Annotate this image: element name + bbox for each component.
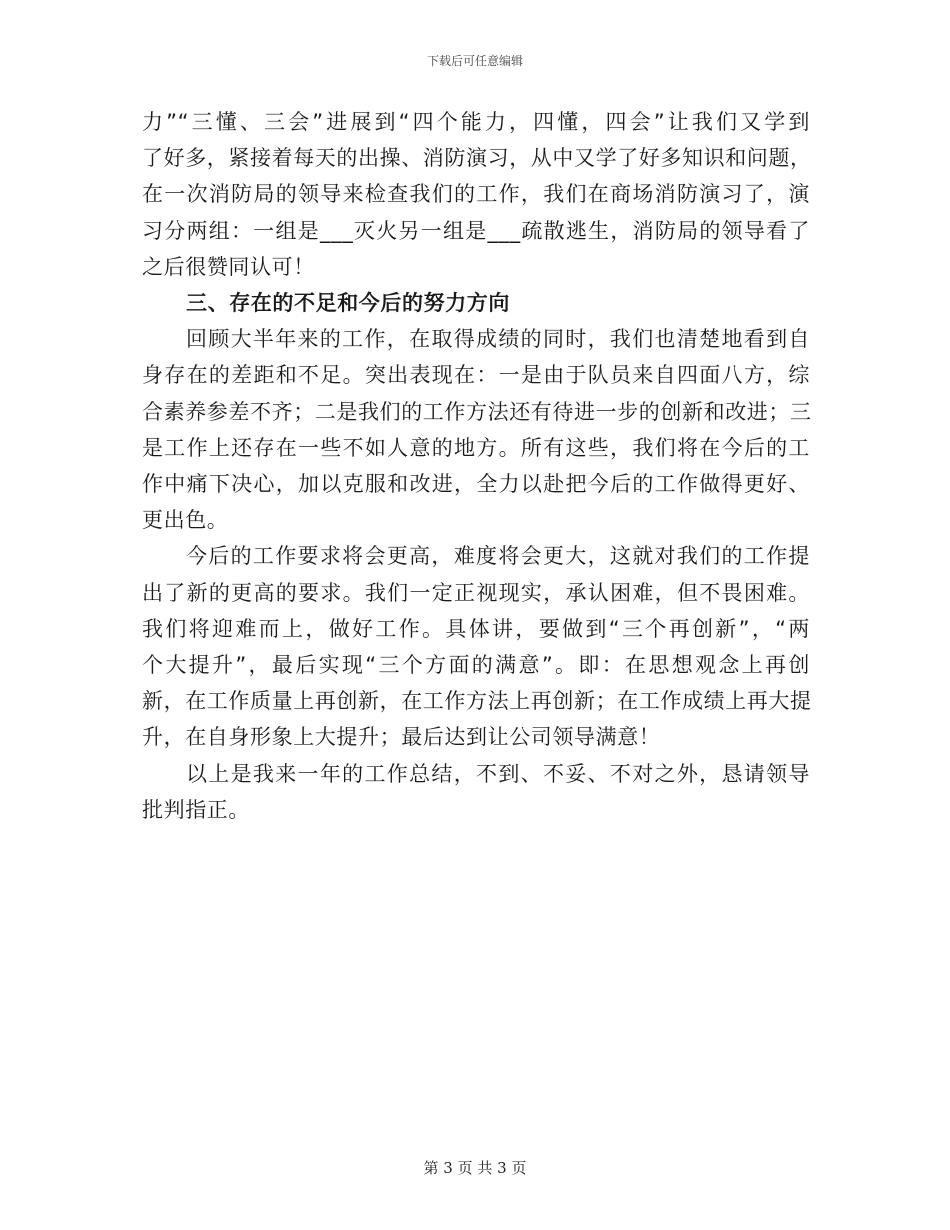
text-line: 升，在自身形象上大提升；最后达到让公司领导满意！	[142, 725, 661, 750]
text-line: 批判指正。	[142, 797, 250, 822]
text-line: 了好多，紧接着每天的出操、消防演习，从中又学了好多知识和问题，	[142, 146, 812, 171]
paragraph-future-requirements	[142, 538, 810, 755]
text-line: 力”“三懂、三会”进展到“四个能力，四懂，四会”让我们又学到	[142, 110, 810, 134]
text-line: 之后很赞同认可！	[142, 254, 315, 279]
page-header: 下载后可任意编辑	[426, 54, 523, 68]
text-line: 新，在工作质量上再创新，在工作方法上再创新；在工作成绩上再大提	[142, 689, 812, 714]
text-line: 今后的工作要求将会更高，难度将会更大，这就对我们的工作提	[186, 544, 810, 569]
paragraph-shortcomings	[142, 321, 810, 538]
text-line: 个大提升”，最后实现“三个方面的满意”。即：在思想观念上再创	[142, 653, 810, 678]
paragraph-continued	[142, 104, 810, 285]
text-line: 更出色。	[142, 508, 229, 533]
text-line: 是工作上还存在一些不如人意的地方。所有这些，我们将在今后的工	[142, 435, 810, 460]
document-body	[142, 104, 810, 828]
text-line: 出了新的更高的要求。我们一定正视现实，承认困难，但不畏困难。	[142, 580, 810, 605]
text-line: 作中痛下决心，加以克服和改进，全力以赴把今后的工作做得更好、	[142, 472, 810, 497]
text-line: 回顾大半年来的工作，在取得成绩的同时，我们也清楚地看到自	[186, 327, 810, 352]
text-line: 我们将迎难而上，做好工作。具体讲，要做到“三个再创新”，“两	[142, 616, 810, 641]
paragraph-closing	[142, 756, 810, 828]
text-line: 以上是我来一年的工作总结，不到、不妥、不对之外，恳请领导	[186, 761, 810, 786]
text-line: 身存在的差距和不足。突出表现在：一是由于队员来自四面八方，综	[142, 363, 810, 388]
text-line: 在一次消防局的领导来检查我们的工作，我们在商场消防演习了，演	[142, 182, 810, 207]
section-heading: 三、存在的不足和今后的努力方向	[186, 291, 510, 316]
text-line: 合素养参差不齐；二是我们的工作方法还有待进一步的创新和改进；三	[142, 399, 812, 424]
text-line: 习分两组：一组是___灭火另一组是___疏散逃生，消防局的领导看了	[142, 218, 810, 243]
page-number: 第 3 页 共 3 页	[423, 1159, 527, 1177]
